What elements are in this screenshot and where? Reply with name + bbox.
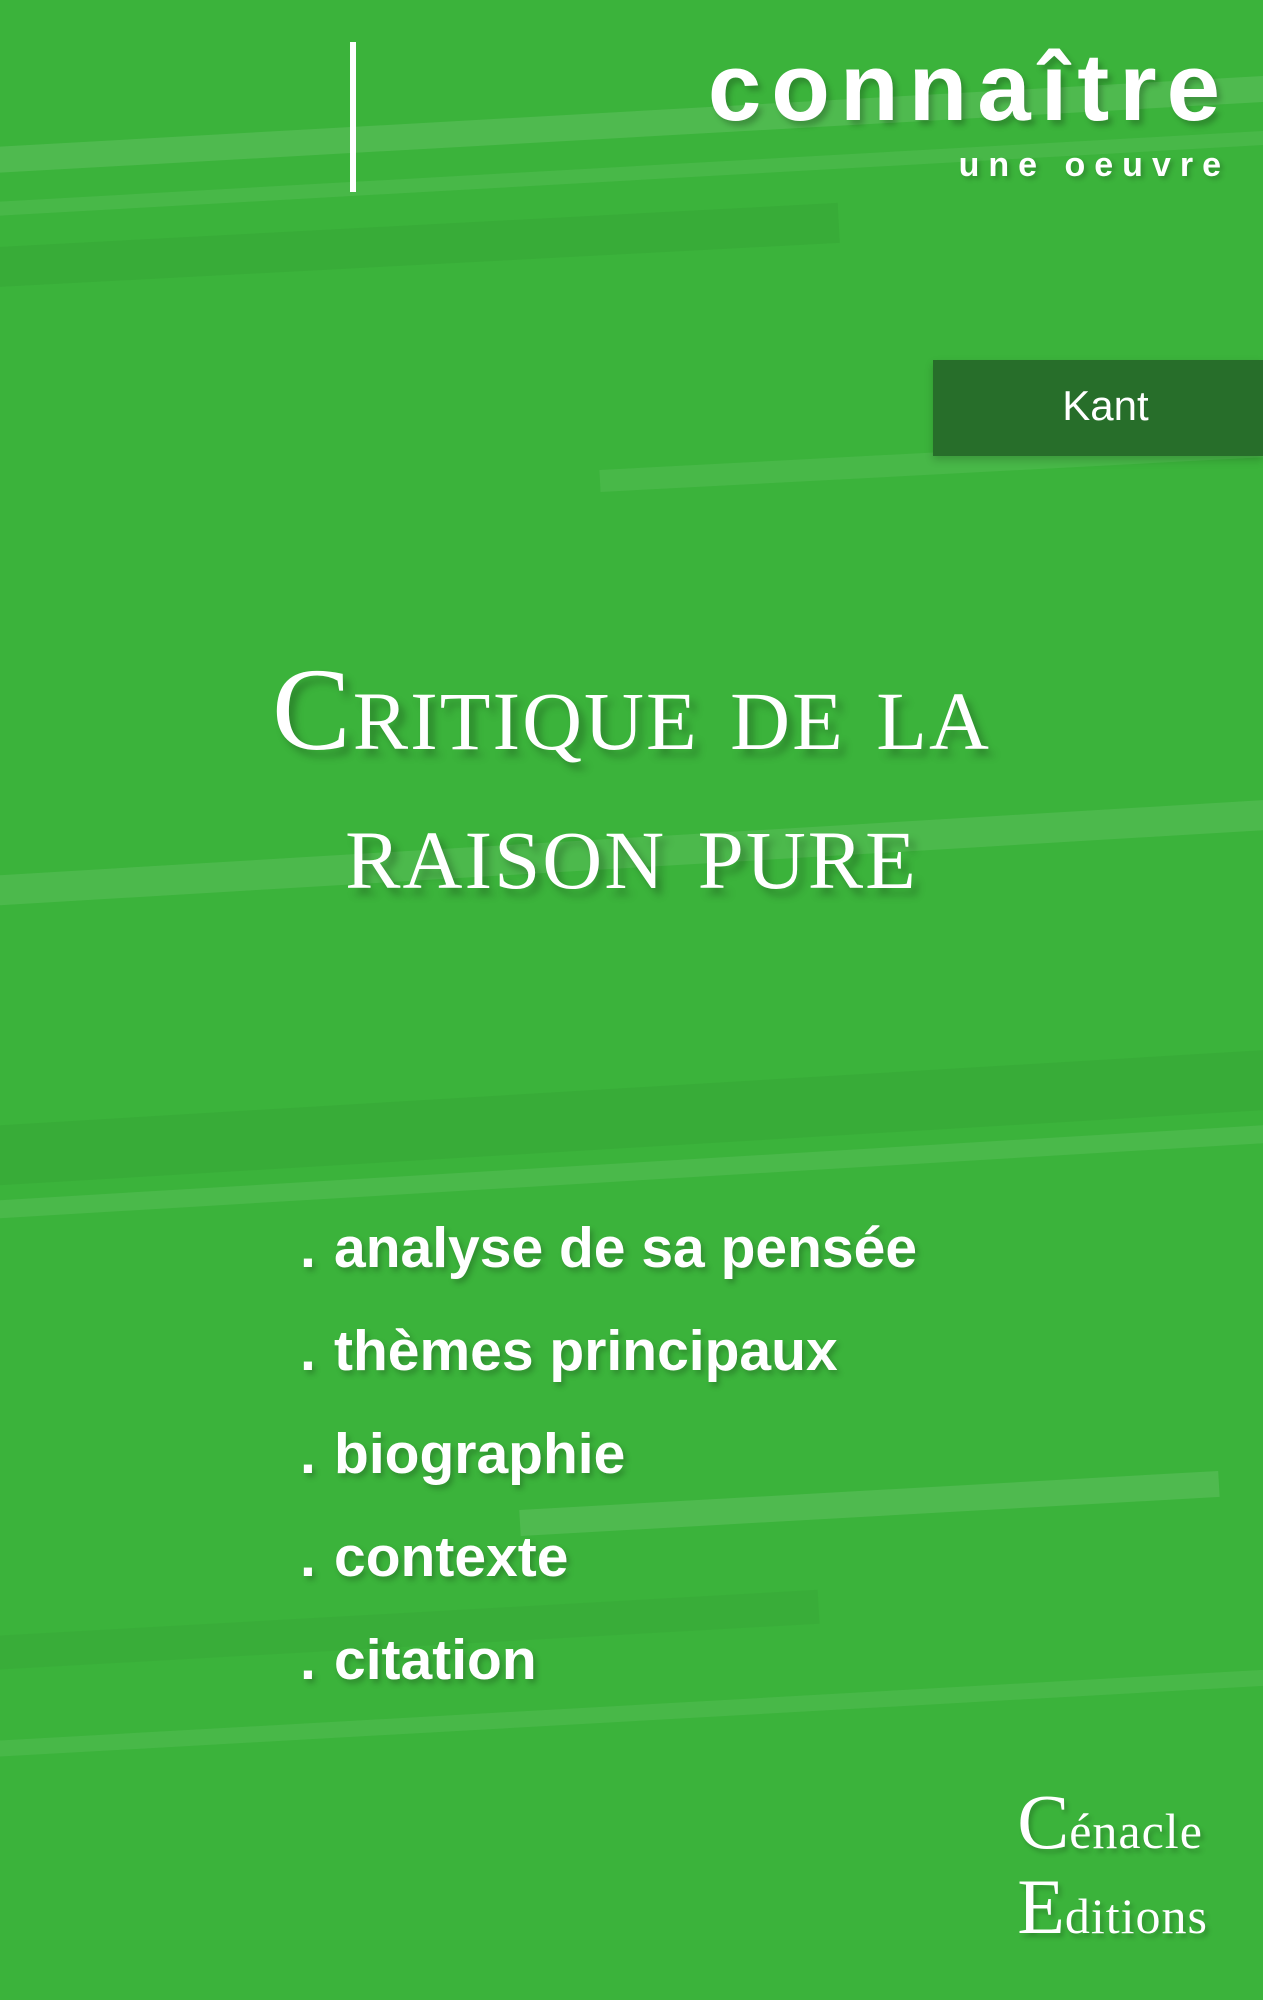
- feature-label: thèmes principaux: [334, 1319, 838, 1383]
- brand-name: connaître: [707, 34, 1230, 141]
- list-item: [300, 1318, 917, 1384]
- list-item: [300, 1421, 917, 1487]
- brand-header: [350, 34, 1230, 185]
- book-title-line-2: raison pure: [345, 783, 918, 915]
- bullet-dot: .: [300, 1319, 316, 1383]
- publisher-line-2: [1017, 1863, 1208, 1950]
- book-title-line-1: Critique de la: [272, 644, 991, 775]
- publisher-logo: [1017, 1778, 1208, 1950]
- decorative-streak: [0, 203, 840, 290]
- publisher-initial-c: C: [1017, 1778, 1070, 1865]
- list-item: [300, 1627, 917, 1693]
- publisher-initial-e: E: [1017, 1863, 1065, 1950]
- author-badge: [933, 360, 1263, 456]
- book-title: [0, 640, 1263, 918]
- brand-tagline: une oeuvre: [958, 146, 1230, 184]
- bullet-dot: .: [300, 1216, 316, 1280]
- feature-label: analyse de sa pensée: [334, 1216, 918, 1280]
- bullet-dot: .: [300, 1628, 316, 1692]
- list-item: [300, 1524, 917, 1590]
- decorative-streak: [0, 1119, 1263, 1223]
- publisher-word-editions: ditions: [1064, 1888, 1208, 1944]
- list-item: [300, 1215, 917, 1281]
- feature-label: contexte: [334, 1525, 569, 1589]
- publisher-word-cenacle: énacle: [1069, 1803, 1203, 1859]
- bullet-dot: .: [300, 1525, 316, 1589]
- feature-list: [300, 1215, 917, 1730]
- bullet-dot: .: [300, 1422, 316, 1486]
- decorative-streak: [0, 1044, 1263, 1190]
- feature-label: citation: [334, 1628, 537, 1692]
- author-name: Kant: [1062, 382, 1149, 429]
- publisher-line-1: [1017, 1778, 1208, 1865]
- feature-label: biographie: [334, 1422, 626, 1486]
